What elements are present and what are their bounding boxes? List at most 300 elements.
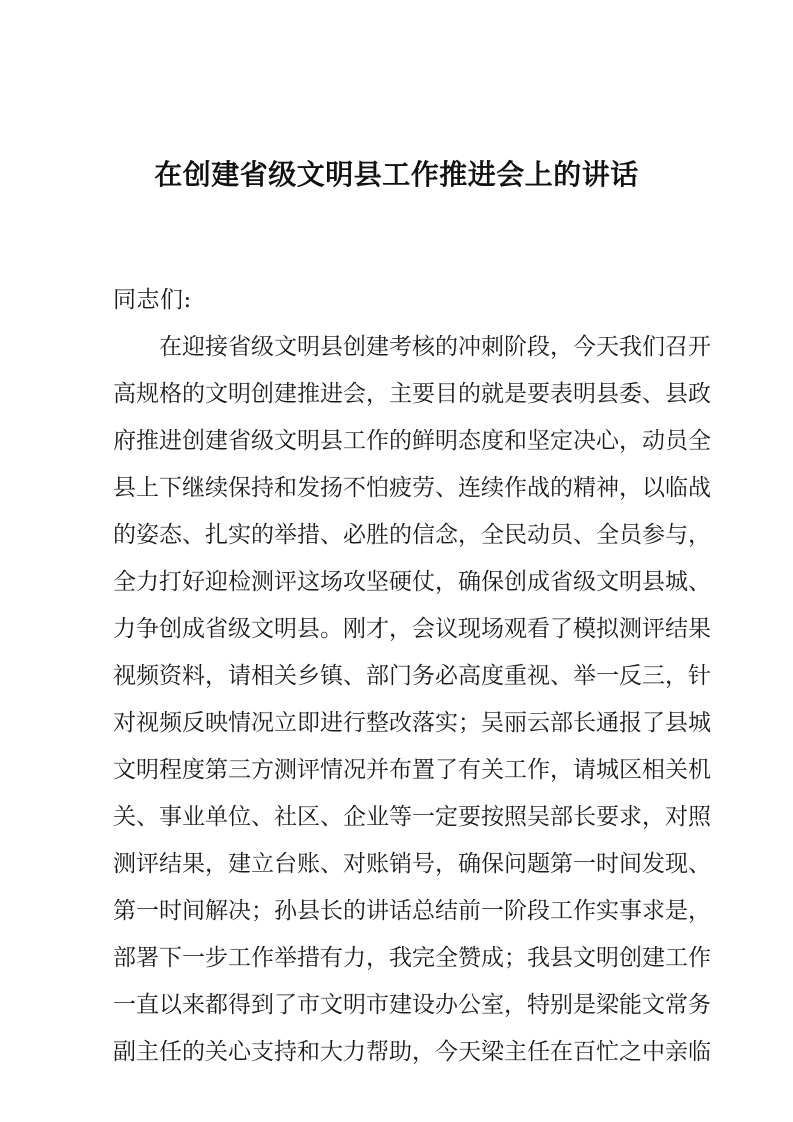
text-char: 姿: [136, 522, 159, 548]
text-char: 确: [458, 851, 481, 877]
text-char: 了: [435, 757, 458, 783]
text-char: 的: [343, 898, 366, 924]
text-char: 规: [136, 381, 159, 407]
text-char: 了: [550, 616, 573, 642]
text-char: 员: [550, 522, 573, 548]
text-char: 必: [343, 522, 366, 548]
text-char: 了: [642, 710, 665, 736]
text-char: 解: [205, 898, 228, 924]
text-char: 推: [136, 428, 159, 454]
text-char: 县: [297, 616, 320, 642]
text-char: 社: [274, 804, 297, 830]
body-line: [113, 888, 711, 935]
text-char: 作: [527, 757, 550, 783]
text-char: 阶: [504, 898, 527, 924]
body-line: [113, 465, 711, 512]
text-char: 文: [320, 992, 343, 1018]
text-char: 仗: [412, 569, 435, 595]
text-char: 、: [435, 475, 458, 501]
text-char: 照: [504, 804, 527, 830]
text-char: 建: [642, 945, 665, 971]
text-char: 作: [366, 428, 389, 454]
salutation: 同志们:: [113, 287, 192, 313]
text-char: 并: [366, 757, 389, 783]
text-char: 完: [412, 945, 435, 971]
text-char: 中: [642, 1039, 665, 1065]
text-char: 关: [481, 757, 504, 783]
text-char: 间: [619, 851, 642, 877]
text-char: 、: [343, 663, 366, 689]
text-char: 整: [366, 710, 389, 736]
text-char: 创: [182, 428, 205, 454]
text-char: 神: [596, 475, 619, 501]
text-char: 测: [113, 851, 136, 877]
text-char: 程: [159, 757, 182, 783]
text-char: 员: [665, 428, 688, 454]
text-char: 行: [343, 710, 366, 736]
body-line: [113, 1029, 711, 1076]
text-char: 创: [159, 616, 182, 642]
text-char: 决: [228, 898, 251, 924]
text-char: 报: [619, 710, 642, 736]
body-line: [113, 606, 711, 653]
text-char: 动: [527, 522, 550, 548]
text-char: 有: [458, 757, 481, 783]
text-char: 要: [412, 381, 435, 407]
text-char: 实: [596, 898, 619, 924]
text-char: 临: [665, 475, 688, 501]
text-char: 一: [596, 663, 619, 689]
text-char: 梁: [596, 992, 619, 1018]
text-char: 长: [320, 898, 343, 924]
text-char: 实: [435, 710, 458, 736]
text-char: 总: [412, 898, 435, 924]
text-char: 省: [550, 569, 573, 595]
text-char: 文: [573, 945, 596, 971]
text-char: 成: [527, 569, 550, 595]
text-char: 百: [573, 1039, 596, 1065]
text-char: 我: [619, 334, 642, 360]
text-char: 继: [182, 475, 205, 501]
text-char: 措: [297, 945, 320, 971]
text-char: 情: [320, 757, 343, 783]
text-char: 企: [343, 804, 366, 830]
text-char: 力: [343, 1039, 366, 1065]
text-char: 县: [642, 569, 665, 595]
text-char: 相: [642, 757, 665, 783]
text-char: 段: [527, 898, 550, 924]
text-char: 求: [642, 898, 665, 924]
text-char: 任: [527, 1039, 550, 1065]
text-char: 县: [320, 428, 343, 454]
text-char: 作: [573, 898, 596, 924]
text-char: 明: [573, 381, 596, 407]
text-char: 在: [550, 1039, 573, 1065]
text-char: 拟: [596, 616, 619, 642]
text-char: 持: [251, 475, 274, 501]
text-char: 、: [550, 663, 573, 689]
text-char: 部: [366, 663, 389, 689]
text-char: 了: [274, 992, 297, 1018]
text-char: 好: [182, 569, 205, 595]
text-char: 今: [573, 334, 596, 360]
text-char: 来: [182, 992, 205, 1018]
text-char: 以: [642, 475, 665, 501]
text-char: 举: [274, 522, 297, 548]
text-char: 一: [113, 992, 136, 1018]
text-char: 全: [596, 522, 619, 548]
text-char: 一: [573, 851, 596, 877]
text-char: 吴: [481, 710, 504, 736]
text-char: 城: [665, 569, 688, 595]
text-char: 场: [481, 616, 504, 642]
text-char: ，: [550, 334, 573, 360]
text-char: 保: [228, 475, 251, 501]
text-char: 是: [665, 898, 688, 924]
text-char: 战: [527, 475, 550, 501]
text-char: 长: [573, 710, 596, 736]
text-char: 创: [504, 569, 527, 595]
text-char: 扬: [320, 475, 343, 501]
text-char: 和: [297, 1039, 320, 1065]
text-char: 省: [228, 428, 251, 454]
text-char: 常: [665, 992, 688, 1018]
text-char: 第: [205, 757, 228, 783]
text-char: 别: [550, 992, 573, 1018]
text-char: 作: [688, 945, 711, 971]
text-char: 事: [619, 898, 642, 924]
text-char: 表: [550, 381, 573, 407]
text-char: 主: [504, 1039, 527, 1065]
text-char: 照: [688, 804, 711, 830]
text-char: 发: [642, 851, 665, 877]
body-line: [113, 794, 711, 841]
text-char: 署: [136, 945, 159, 971]
text-char: ，: [366, 381, 389, 407]
body-line: [113, 935, 711, 982]
text-char: 室: [481, 992, 504, 1018]
text-char: 时: [596, 851, 619, 877]
text-char: 事: [159, 804, 182, 830]
text-char: 务: [412, 663, 435, 689]
text-char: 的: [389, 428, 412, 454]
text-char: 明: [343, 992, 366, 1018]
text-char: 按: [481, 804, 504, 830]
text-char: 明: [228, 381, 251, 407]
text-char: 心: [596, 428, 619, 454]
text-char: 模: [573, 616, 596, 642]
text-char: 赞: [458, 945, 481, 971]
text-char: 态: [159, 522, 182, 548]
body-line: [113, 700, 711, 747]
text-char: 与: [665, 522, 688, 548]
text-char: 直: [136, 992, 159, 1018]
text-char: 文: [205, 381, 228, 407]
text-char: 检: [228, 569, 251, 595]
text-char: 第: [550, 851, 573, 877]
text-char: 建: [274, 381, 297, 407]
text-char: 度: [481, 663, 504, 689]
text-char: 推: [297, 381, 320, 407]
text-char: 部: [550, 710, 573, 736]
text-char: 创: [619, 945, 642, 971]
text-char: 梁: [481, 1039, 504, 1065]
text-char: 测: [251, 569, 274, 595]
text-char: 城: [596, 757, 619, 783]
text-char: 、: [320, 851, 343, 877]
text-char: 业: [182, 804, 205, 830]
text-char: 布: [389, 757, 412, 783]
text-char: 丽: [504, 710, 527, 736]
text-char: 关: [113, 804, 136, 830]
text-char: 措: [297, 522, 320, 548]
text-char: 高: [458, 663, 481, 689]
text-char: 创: [251, 381, 274, 407]
text-char: 保: [481, 851, 504, 877]
text-char: 阶: [504, 334, 527, 360]
text-char: 结: [159, 851, 182, 877]
text-char: 得: [228, 992, 251, 1018]
text-char: 续: [205, 475, 228, 501]
text-char: 要: [458, 804, 481, 830]
text-char: 门: [389, 663, 412, 689]
text-char: 通: [596, 710, 619, 736]
text-char: 实: [228, 522, 251, 548]
text-char: 云: [527, 710, 550, 736]
text-char: 账: [366, 851, 389, 877]
text-char: 频: [136, 663, 159, 689]
text-char: 成: [481, 945, 504, 971]
text-char: 、: [320, 804, 343, 830]
body-line: [113, 324, 711, 371]
text-char: 部: [550, 804, 573, 830]
text-char: 支: [251, 1039, 274, 1065]
text-char: 委: [619, 381, 642, 407]
text-char: 劳: [412, 475, 435, 501]
text-char: 和: [504, 428, 527, 454]
text-char: 县: [550, 945, 573, 971]
text-char: 必: [435, 663, 458, 689]
text-char: 要: [527, 381, 550, 407]
text-char: 建: [228, 851, 251, 877]
text-char: 销: [389, 851, 412, 877]
text-char: ，: [389, 616, 412, 642]
text-char: 参: [642, 522, 665, 548]
text-char: 现: [458, 616, 481, 642]
text-char: 区: [297, 804, 320, 830]
text-char: 针: [688, 663, 711, 689]
text-char: 明: [136, 757, 159, 783]
text-char: 话: [389, 898, 412, 924]
text-char: 务: [688, 992, 711, 1018]
text-char: 观: [504, 616, 527, 642]
text-char: 请: [573, 757, 596, 783]
text-char: 确: [458, 569, 481, 595]
text-char: 置: [412, 757, 435, 783]
text-char: ，: [205, 851, 228, 877]
text-char: 争: [136, 616, 159, 642]
text-char: 况: [251, 710, 274, 736]
text-char: 攻: [343, 569, 366, 595]
body-line: [113, 653, 711, 700]
text-char: 级: [228, 616, 251, 642]
text-char: 设: [412, 992, 435, 1018]
text-char: 评: [274, 569, 297, 595]
text-char: 才: [366, 616, 389, 642]
text-char: 省: [205, 616, 228, 642]
text-char: 天: [596, 334, 619, 360]
text-char: 文: [113, 757, 136, 783]
text-char: 方: [251, 757, 274, 783]
text-char: 果: [182, 851, 205, 877]
text-char: 对: [113, 710, 136, 736]
text-char: 会: [412, 616, 435, 642]
text-char: 全: [435, 945, 458, 971]
text-char: 刺: [481, 334, 504, 360]
text-char: ，: [435, 851, 458, 877]
text-char: 特: [527, 992, 550, 1018]
text-char: 建: [366, 334, 389, 360]
text-char: 等: [389, 804, 412, 830]
text-char: 我: [389, 945, 412, 971]
text-char: 明: [297, 334, 320, 360]
text-char: ，: [412, 1039, 435, 1065]
text-char: 信: [412, 522, 435, 548]
text-char: 明: [619, 569, 642, 595]
text-char: 对: [343, 851, 366, 877]
text-char: 接: [205, 334, 228, 360]
text-char: 冲: [458, 334, 481, 360]
text-char: 疲: [389, 475, 412, 501]
text-char: 号: [412, 851, 435, 877]
text-char: 评: [297, 757, 320, 783]
text-char: 落: [412, 710, 435, 736]
text-char: 看: [527, 616, 550, 642]
text-char: 关: [274, 663, 297, 689]
text-char: 决: [573, 428, 596, 454]
text-char: 问: [504, 851, 527, 877]
text-char: 主: [136, 1039, 159, 1065]
text-char: 反: [619, 663, 642, 689]
text-char: 举: [573, 663, 596, 689]
text-char: 映: [205, 710, 228, 736]
body-line: [113, 418, 711, 465]
text-char: 县: [665, 381, 688, 407]
text-char: 乡: [297, 663, 320, 689]
text-char: 级: [573, 569, 596, 595]
text-char: 前: [458, 898, 481, 924]
text-char: 进: [320, 381, 343, 407]
text-char: 主: [389, 381, 412, 407]
text-char: 会: [343, 381, 366, 407]
body-line: [113, 841, 711, 888]
text-char: 天: [458, 1039, 481, 1065]
text-char: ，: [458, 522, 481, 548]
text-char: 三: [228, 757, 251, 783]
text-char: 今: [435, 1039, 458, 1065]
text-char: 三: [642, 663, 665, 689]
text-char: 间: [182, 898, 205, 924]
text-char: 力: [343, 945, 366, 971]
text-char: 力: [113, 616, 136, 642]
body-line: [113, 559, 711, 606]
text-char: 刚: [343, 616, 366, 642]
text-char: 都: [205, 992, 228, 1018]
text-char: ；: [504, 945, 527, 971]
text-char: 果: [688, 616, 711, 642]
text-char: ，: [665, 663, 688, 689]
body-line: [113, 747, 711, 794]
text-char: 核: [412, 334, 435, 360]
text-char: 视: [527, 663, 550, 689]
text-char: 的: [458, 381, 481, 407]
text-char: 、: [688, 569, 711, 595]
text-char: 举: [274, 945, 297, 971]
text-char: 公: [458, 992, 481, 1018]
text-char: 、: [136, 804, 159, 830]
text-char: 第: [113, 898, 136, 924]
text-char: 要: [596, 804, 619, 830]
text-char: 县: [320, 334, 343, 360]
text-char: 位: [228, 804, 251, 830]
text-char: 明: [596, 945, 619, 971]
text-char: 坚: [366, 569, 389, 595]
body-line: [113, 371, 711, 418]
text-char: ，: [688, 898, 711, 924]
text-char: 作: [251, 945, 274, 971]
text-char: 、: [573, 522, 596, 548]
body-line: [113, 512, 711, 559]
text-char: 的: [182, 381, 205, 407]
text-char: 请: [228, 663, 251, 689]
text-char: 级: [251, 334, 274, 360]
text-char: 步: [205, 945, 228, 971]
text-char: 高: [113, 381, 136, 407]
text-char: 之: [619, 1039, 642, 1065]
text-char: 度: [182, 757, 205, 783]
text-char: ，: [619, 475, 642, 501]
text-char: 区: [619, 757, 642, 783]
text-char: 县: [596, 381, 619, 407]
text-char: 精: [573, 475, 596, 501]
text-char: 视: [136, 710, 159, 736]
text-char: 部: [113, 945, 136, 971]
text-char: 开: [688, 334, 711, 360]
text-char: ；: [251, 898, 274, 924]
text-char: 测: [274, 757, 297, 783]
text-char: 机: [688, 757, 711, 783]
text-char: 召: [665, 334, 688, 360]
text-char: 一: [412, 804, 435, 830]
text-char: 以: [159, 992, 182, 1018]
text-char: 续: [481, 475, 504, 501]
text-char: ，: [205, 663, 228, 689]
text-char: 进: [159, 428, 182, 454]
text-char: 文: [274, 428, 297, 454]
text-char: 发: [297, 475, 320, 501]
text-char: ，: [504, 992, 527, 1018]
text-char: 评: [642, 616, 665, 642]
text-char: ，: [688, 522, 711, 548]
text-char: 动: [642, 428, 665, 454]
text-char: [136, 324, 159, 371]
text-char: 、: [688, 851, 711, 877]
text-char: 工: [665, 945, 688, 971]
text-char: 求: [619, 804, 642, 830]
text-char: 鲜: [412, 428, 435, 454]
text-char: 战: [688, 475, 711, 501]
text-char: 创: [343, 334, 366, 360]
